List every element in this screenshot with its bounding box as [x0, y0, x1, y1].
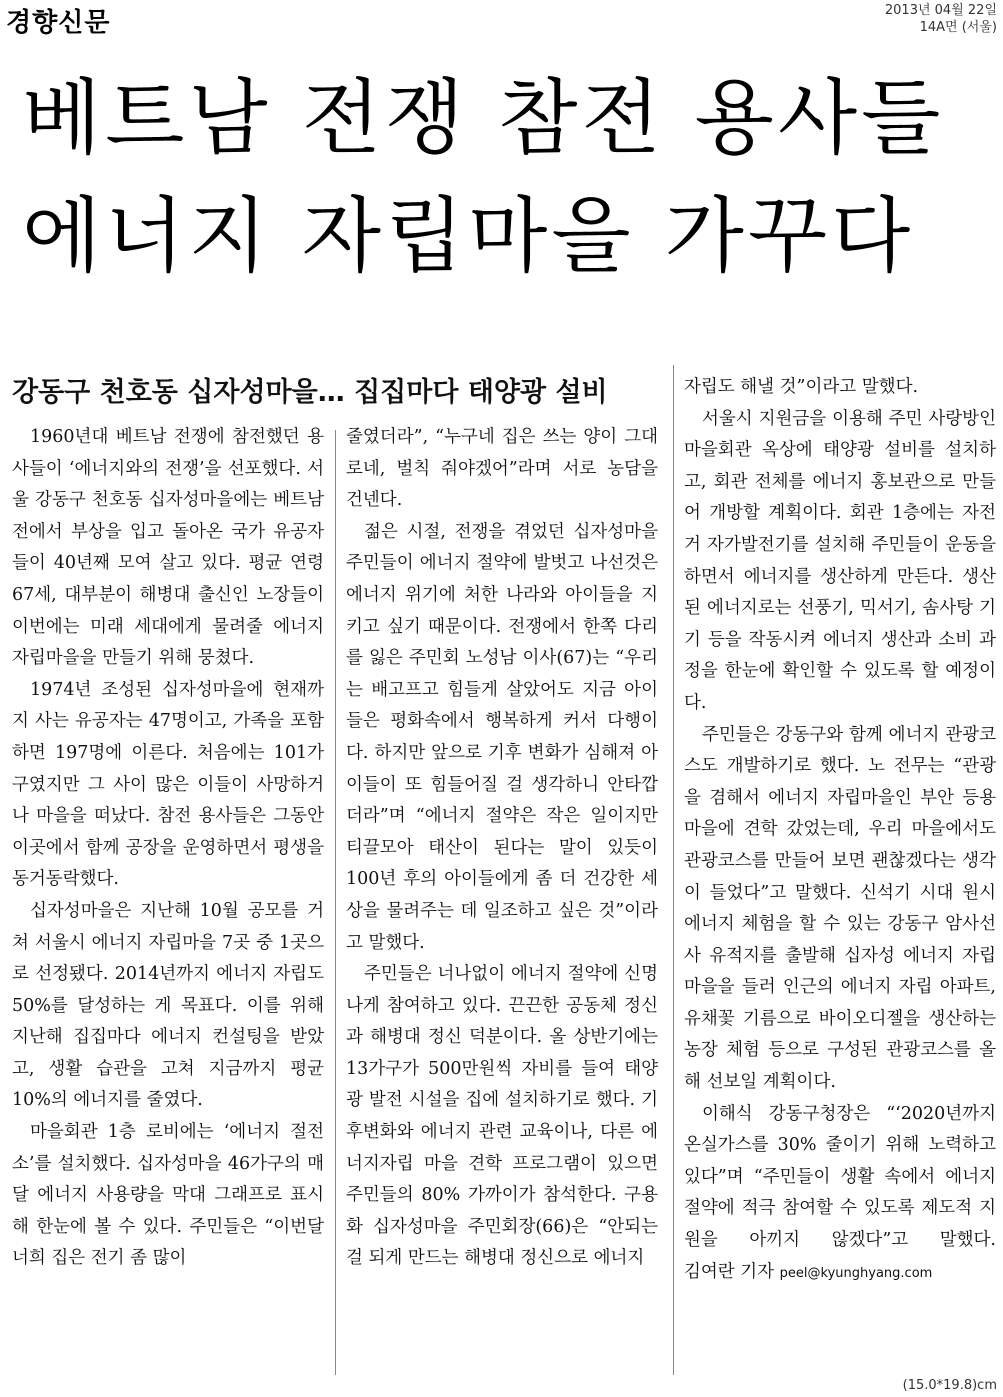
article-column-2 [346, 422, 658, 1275]
article-column-3 [684, 372, 996, 1289]
headline [22, 60, 992, 296]
paragraph-text: 이해식 강동구청장은 “‘2020년까지 온실가스를 30% 줄이기 위해 노력하고 있다”며 “주민들이 생활 속에서 에너지 절약에 적극 참여할 수 있도록 제도적 지원을 아끼지 않겠다”고 말했다. [684, 1103, 996, 1251]
paragraph: 줄였더라”, “누구네 집은 쓰는 양이 그대로네, 벌칙 줘야겠어”라며 서로 농담을 건넨다. [346, 427, 658, 511]
newspaper-logo: 경향신문 [6, 8, 111, 38]
reporter-email: peel@kyunghyang.com [779, 1265, 933, 1281]
publication-date: 2013년 04월 22일 [884, 3, 997, 18]
paragraph: 1974년 조성된 십자성마을에 현재까지 사는 유공자는 47명이고, 가족을 포함하면 197명에 이른다. 처음에는 101가구였지만 그 사이 많은 이들이 사망하거나 마을을 떠났다. 참전 용사들은 그동안 이곳에서 함께 공장을 운영하면서 평생을 동거동락했다. [12, 679, 324, 890]
paragraph: 서울시 지원금을 이용해 주민 사랑방인 마을회관 옥상에 태양광 설비를 설치하고, 회관 전체를 에너지 홍보관으로 만들어 개방할 계획이다. 회관 1층에는 자전거 자가발전기를 설치해 주민들이 운동을 하면서 에너지를 생산하게 만든다. 생산된 에너지로는 선풍기, 믹서기, 솜사탕 기기 등을 작동시켜 에너지 생산과 소비 과정을 한눈에 확인할 수 있도록 할 예정이다. [684, 408, 996, 713]
article-column-1 [12, 422, 324, 1275]
article-size-note: (15.0*19.8)cm [902, 1378, 997, 1393]
paragraph: 자립도 해낼 것”이라고 말했다. [684, 377, 919, 397]
paragraph: 1960년대 베트남 전쟁에 참전했던 용사들이 ‘에너지와의 전쟁’을 선포했다. 서울 강동구 천호동 십자성마을에는 베트남전에서 부상을 입고 돌아온 국가 유공자들이 40년째 모여 살고 있다. 평균 연령 67세, 대부분이 해병대 출신인 노장들이 이번에는 미래 세대에게 물려줄 에너지 자립마을을 만들기 위해 뭉쳤다. [12, 427, 324, 669]
paragraph: 마을회관 1층 로비에는 ‘에너지 절전소’를 설치했다. 십자성마을 46가구의 매달 에너지 사용량을 막대 그래프로 표시해 한눈에 볼 수 있다. 주민들은 “이번달 너희 집은 전기 좀 많이 [12, 1122, 324, 1269]
byline [684, 1262, 932, 1282]
paragraph [684, 1099, 996, 1290]
subheadline: 강동구 천호동 십자성마을… 집집마다 태양광 설비 [12, 377, 608, 408]
headline-line-2: 에너지 자립마을 가꾸다 [22, 189, 915, 284]
paragraph: 주민들은 너나없이 에너지 절약에 신명나게 참여하고 있다. 끈끈한 공동체 정신과 해병대 정신 덕분이다. 올 상반기에는 13가구가 500만원씩 자비를 들여 태양광 발전 시설을 집에 설치하기로 했다. 기후변화와 에너지 관련 교육이나, 다른 에너지자립 마을 견학 프로그램이 있으면 주민들의 80% 가까이가 참석한다. 구용화 십자성마을 주민회장(66)은 “안되는 걸 되게 만드는 해병대 정신으로 에너지 [346, 964, 658, 1269]
paragraph: 젊은 시절, 전쟁을 겪었던 십자성마을 주민들이 에너지 절약에 발벗고 나선것은 에너지 위기에 처한 나라와 아이들을 지키고 싶기 때문이다. 전쟁에서 한쪽 다리를 잃은 주민회 노성남 이사(67)는 “우리는 배고프고 힘들게 살았어도 지금 아이들은 평화속에서 행복하게 커서 다행이다. 하지만 앞으로 기후 변화가 심해져 아이들이 또 힘들어질 걸 생각하니 안타깝더라”며 “에너지 절약은 작은 일이지만 티끌모아 태산이 된다는 말이 있듯이 100년 후의 아이들에게 좀 더 건강한 세상을 물려주는 데 일조하고 싶은 것”이라고 말했다. [346, 521, 658, 953]
page-number: 14A면 (서울) [919, 20, 997, 35]
paragraph: 주민들은 강동구와 함께 에너지 관광코스도 개발하기로 했다. 노 전무는 “관광을 겸해서 에너지 자립마을인 부안 등용마을에 견학 갔었는데, 우리 마을에서도 관광코스를 만들어 보면 괜찮겠다는 생각이 들었다”고 말했다. 신석기 시대 원시 에너지 체험을 할 수 있는 강동구 암사선사 유적지를 출발해 십자성 에너지 자립마을을 들러 인근의 에너지 자립 아파트, 유채꽃 기름으로 바이오디젤을 생산하는 농장 체험 등으로 구성된 관광코스를 올해 선보일 계획이다. [684, 724, 996, 1093]
headline-line-1: 베트남 전쟁 참전 용사들 [22, 71, 945, 166]
paragraph: 십자성마을은 지난해 10월 공모를 거쳐 서울시 에너지 자립마을 7곳 중 1곳으로 선정됐다. 2014년까지 에너지 자립도 50%를 달성하는 게 목표다. 이를 위해 지난해 집집마다 에너지 컨설팅을 받았고, 생활 습관을 고쳐 지금까지 평균 10%의 에너지를 줄였다. [12, 900, 324, 1111]
reporter-name: 김여란 기자 [684, 1261, 775, 1282]
publication-info [885, 2, 997, 36]
